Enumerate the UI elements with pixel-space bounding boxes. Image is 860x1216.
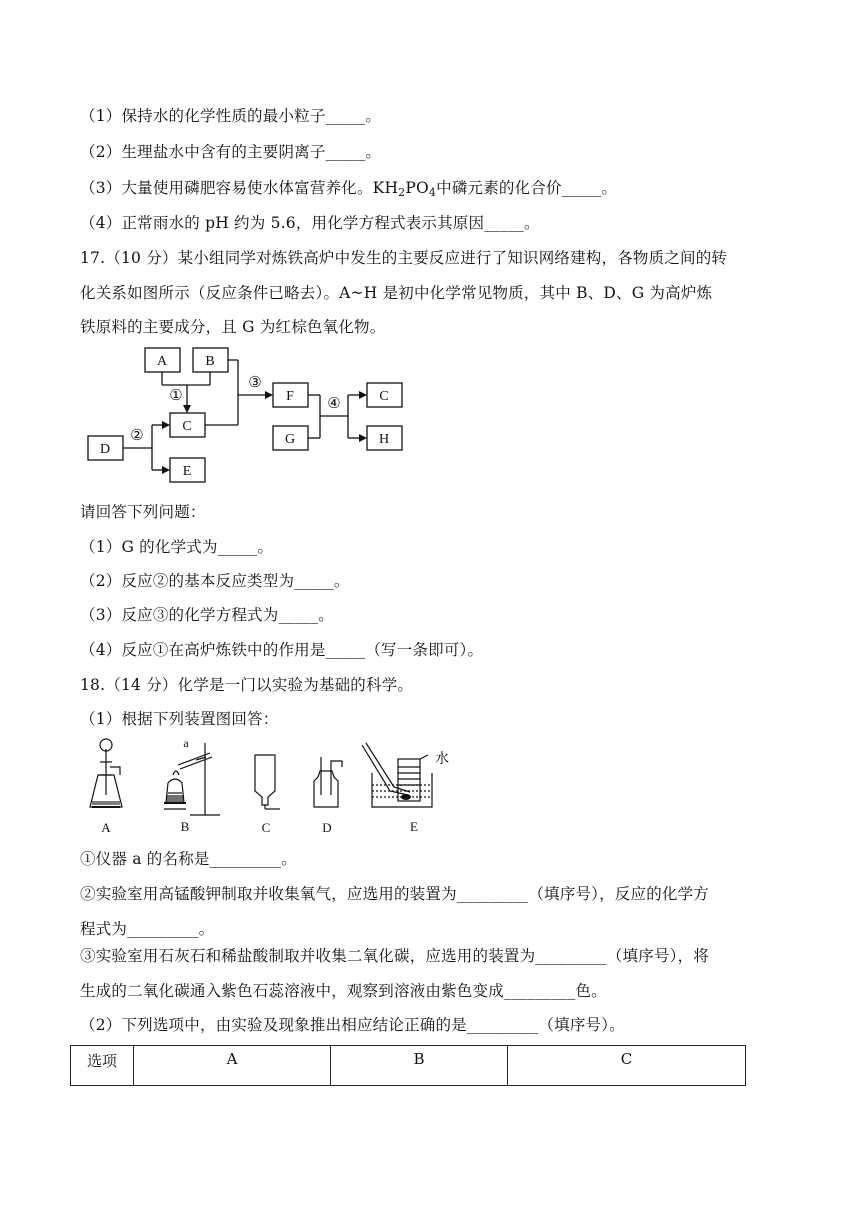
q18-item-1b-line-2: 程式为_________。 xyxy=(80,920,215,938)
water-label: 水 xyxy=(435,752,449,767)
q18-item-1c-line-1: ③实验室用石灰石和稀盐酸制取并收集二氧化碳，应选用的装置为_________（填序号），将 xyxy=(80,947,710,965)
reaction-2-label: ② xyxy=(130,428,144,444)
q16-item-3-tail: 中磷元素的化合价_____。 xyxy=(436,179,618,197)
apparatus-label-E: E xyxy=(410,819,418,834)
options-table xyxy=(70,1045,746,1086)
reaction-4-label: ④ xyxy=(327,396,341,412)
table-header-C: C xyxy=(508,1046,746,1086)
q18-item-1: （1）根据下列装置图回答： xyxy=(80,710,279,728)
apparatus-label-A: A xyxy=(101,820,111,835)
apparatus-label-C: C xyxy=(261,820,271,835)
box-C2-label: C xyxy=(379,389,389,404)
q18-item-1b-line-1: ②实验室用高锰酸钾制取并收集氧气，应选用的装置为_________（填序号），反应的化学方 xyxy=(80,885,710,903)
q17-item-1: （1）G 的化学式为_____。 xyxy=(80,538,274,556)
box-E-label: E xyxy=(182,464,192,479)
reaction-3-label: ③ xyxy=(248,375,262,391)
q17-intro-line-3: 铁原料的主要成分，且 G 为红棕色氧化物。 xyxy=(80,318,386,336)
lab-apparatus-figure xyxy=(80,735,460,840)
box-C-label: C xyxy=(182,419,192,434)
q18-intro: 18.（14 分）化学是一门以实验为基础的科学。 xyxy=(80,676,414,694)
table-header-option: 选项 xyxy=(71,1046,134,1086)
box-B-label: B xyxy=(205,354,215,369)
box-H-label: H xyxy=(378,432,390,447)
q16-item-3-text: （3）大量使用磷肥容易使水体富营养化。KH xyxy=(80,179,399,197)
q16-item-3-sub-4: 4 xyxy=(428,186,437,199)
reaction-network-diagram xyxy=(80,340,420,490)
q18-item-1c-line-2: 生成的二氧化碳通入紫色石蕊溶液中，观察到溶液由紫色变成_________色。 xyxy=(80,982,607,1000)
q16-item-1: （1）保持水的化学性质的最小粒子_____。 xyxy=(80,107,382,125)
q17-intro-line-2: 化关系如图所示（反应条件已略去）。A~H 是初中化学常见物质，其中 B、D、G 为高炉炼 xyxy=(80,284,713,302)
q17-intro-line-1: 17.（10 分）某小组同学对炼铁高炉中发生的主要反应进行了知识网络建构，各物质之间的转 xyxy=(80,249,728,267)
box-A-label: A xyxy=(156,354,168,369)
box-D-label: D xyxy=(99,442,111,457)
q17-prompt: 请回答下列问题： xyxy=(80,503,206,521)
q17-item-2: （2）反应②的基本反应类型为_____。 xyxy=(80,572,350,590)
q16-item-2: （2）生理盐水中含有的主要阴离子_____。 xyxy=(80,143,382,161)
q16-item-3-po: PO xyxy=(405,179,429,197)
reaction-1-label: ① xyxy=(169,388,183,404)
q18-item-2: （2）下列选项中，由实验及现象推出相应结论正确的是_________（填序号）。 xyxy=(80,1016,625,1034)
q16-item-3 xyxy=(80,178,617,198)
q18-item-1a: ①仪器 a 的名称是_________。 xyxy=(80,850,297,868)
box-G-label: G xyxy=(284,432,296,447)
apparatus-label-D: D xyxy=(322,820,332,835)
box-F-label: F xyxy=(286,389,294,404)
apparatus-label-B: B xyxy=(180,819,190,834)
table-header-A: A xyxy=(134,1046,331,1086)
options-table-header-row xyxy=(71,1046,746,1086)
instrument-a-label: a xyxy=(183,736,189,750)
q16-item-4: （4）正常雨水的 pH 约为 5.6，用化学方程式表示其原因_____。 xyxy=(80,214,540,232)
q17-item-4: （4）反应①在高炉炼铁中的作用是_____（写一条即可）。 xyxy=(80,641,484,659)
q16-item-3-sub-2: 2 xyxy=(398,186,406,199)
table-header-B: B xyxy=(331,1046,508,1086)
q17-item-3: （3）反应③的化学方程式为_____。 xyxy=(80,606,334,624)
